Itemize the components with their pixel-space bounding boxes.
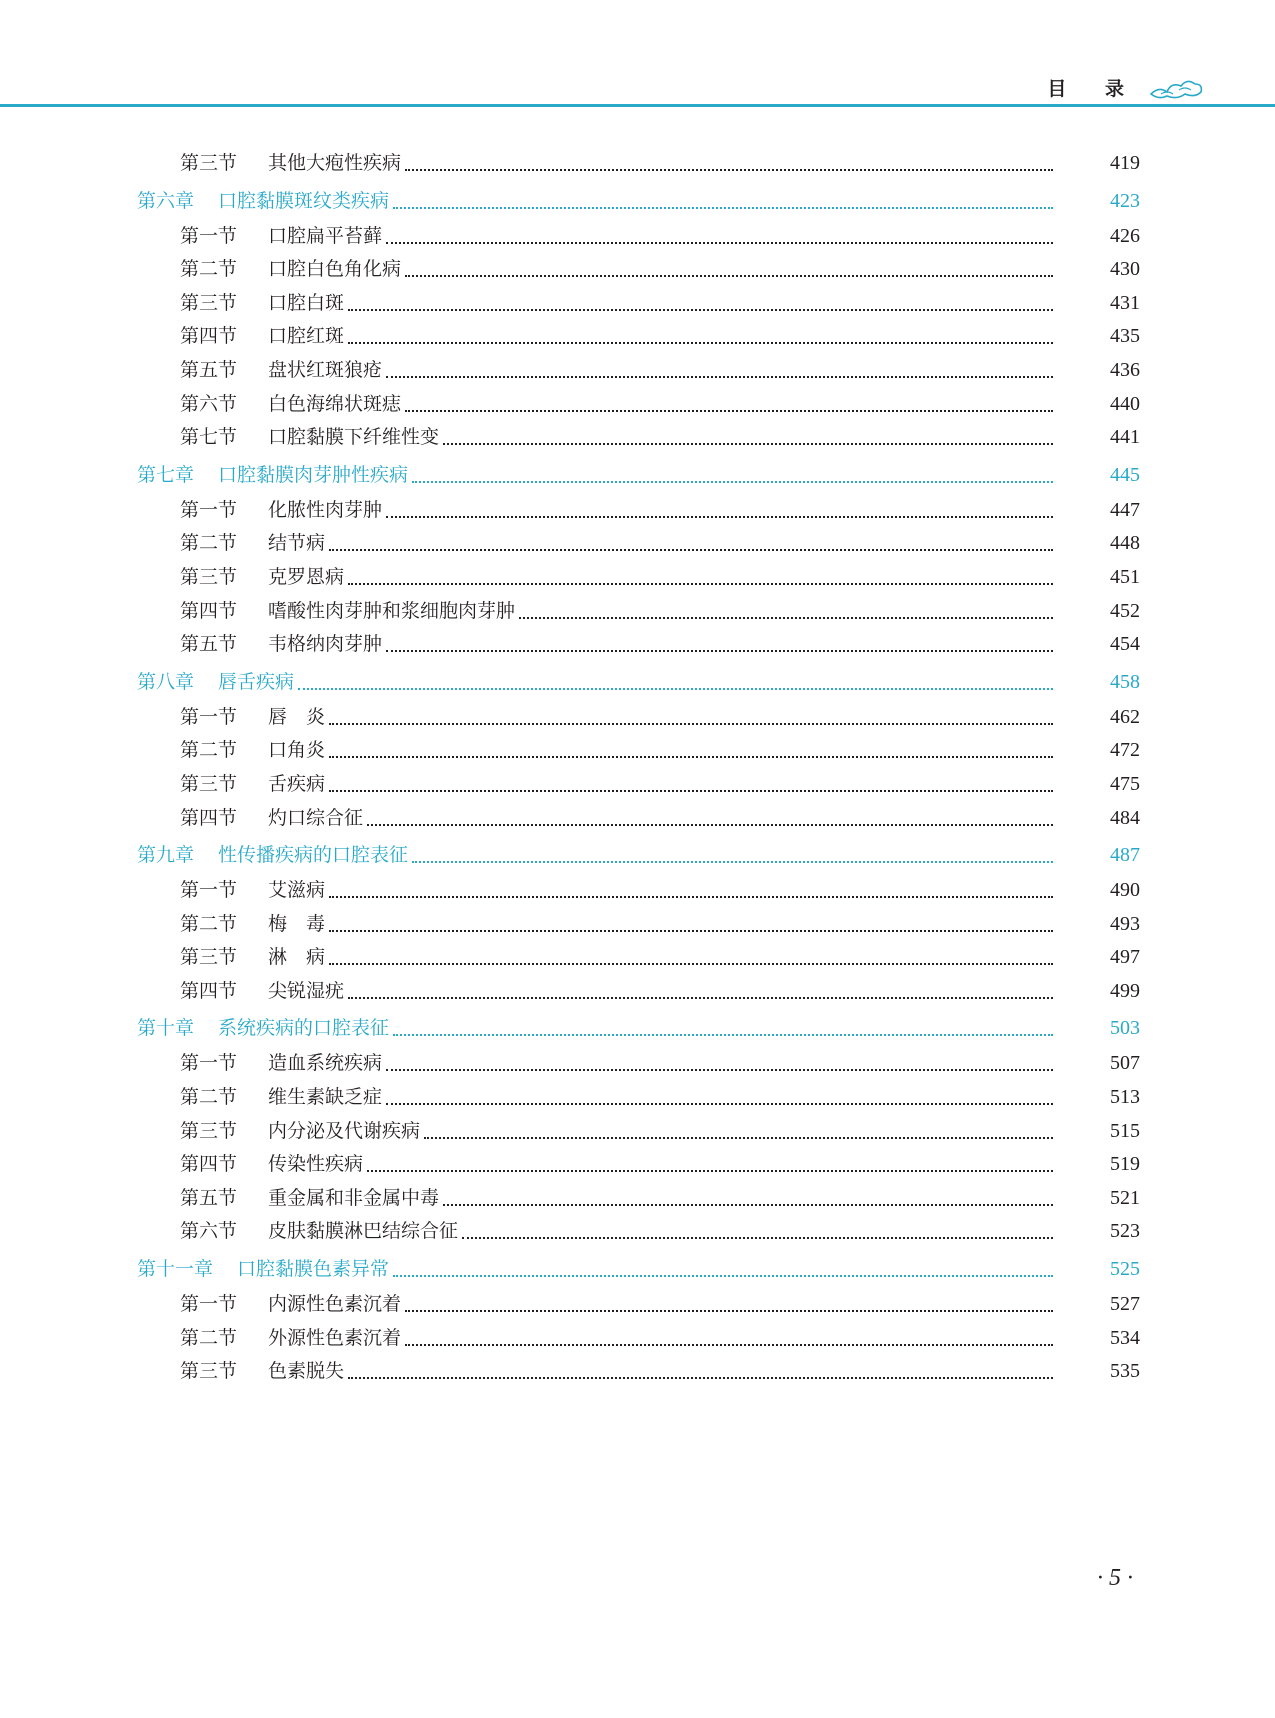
dot-leader	[367, 1144, 1053, 1172]
dot-leader	[386, 624, 1053, 652]
dot-leader	[393, 1008, 1053, 1036]
toc-page-number: 535	[1110, 1360, 1140, 1383]
header-title: 目 录	[1047, 78, 1140, 100]
toc-page-number: 534	[1110, 1326, 1140, 1349]
toc-entry-label	[137, 1015, 389, 1041]
toc-entry-number: 第三节	[180, 291, 238, 314]
toc-entry-title: 口腔白斑	[268, 291, 345, 314]
toc-page-number: 515	[1110, 1119, 1140, 1142]
toc-entry-label	[180, 978, 344, 1004]
dot-leader	[348, 283, 1053, 311]
dot-leader	[519, 591, 1053, 619]
dot-leader	[443, 417, 1053, 445]
dot-leader	[412, 455, 1053, 483]
toc-entry-title: 唇舌疾病	[218, 670, 295, 693]
toc-page-number: 436	[1110, 358, 1140, 381]
toc-entry-number: 第七章	[137, 463, 195, 486]
dot-leader	[386, 1043, 1053, 1071]
page-header	[0, 0, 1275, 108]
toc-entry-number: 第二节	[180, 912, 238, 935]
toc-entry-title: 口角炎	[268, 739, 326, 762]
toc-entry-number: 第八章	[137, 670, 195, 693]
page-number: · 5 ·	[1097, 1565, 1133, 1591]
toc-page-number: 447	[1110, 498, 1140, 521]
toc-entry-title: 嗜酸性肉芽肿和浆细胞肉芽肿	[268, 599, 516, 622]
dot-leader	[329, 937, 1053, 965]
toc-page-number: 513	[1110, 1086, 1140, 1109]
toc-entry-number: 第三节	[180, 772, 238, 795]
dot-leader	[348, 316, 1053, 344]
toc-page-number: 493	[1110, 912, 1140, 935]
dot-leader	[329, 870, 1053, 898]
toc-entry-label	[180, 530, 325, 556]
toc-entry-title: 灼口综合征	[268, 806, 364, 829]
toc-entry-title: 口腔黏膜斑纹类疾病	[218, 189, 390, 212]
toc-entry-title: 内源性色素沉着	[268, 1293, 402, 1316]
toc-entry-number: 第三节	[180, 946, 238, 969]
toc-entry-label	[137, 188, 389, 214]
toc-entry-title: 内分泌及代谢疾病	[268, 1119, 421, 1142]
toc-entry-number: 第六节	[180, 1220, 238, 1243]
toc-entry-title: 唇 炎	[268, 705, 326, 728]
toc-entry-title: 造血系统疾病	[268, 1052, 383, 1075]
toc-entry-title: 舌疾病	[268, 772, 326, 795]
dot-leader	[405, 384, 1053, 412]
toc-entry-number: 第十章	[137, 1017, 195, 1040]
toc-entry-label	[180, 805, 363, 831]
toc-entry-label	[180, 944, 325, 970]
toc-page-number: 521	[1110, 1186, 1140, 1209]
toc-entry-title: 维生素缺乏症	[268, 1086, 383, 1109]
toc-entry-title: 口腔黏膜肉芽肿性疾病	[218, 463, 409, 486]
toc-entry-label	[180, 631, 382, 657]
dot-leader	[393, 1249, 1053, 1277]
dot-leader	[367, 798, 1053, 826]
toc-entry-number: 第二节	[180, 1326, 238, 1349]
dot-leader	[329, 764, 1053, 792]
toc-entry-label	[180, 1291, 401, 1317]
toc-entry-label	[180, 771, 325, 797]
toc-entry-number: 第三节	[180, 152, 238, 174]
toc-page-number: 435	[1110, 325, 1140, 348]
toc-page-number: 423	[1110, 189, 1140, 212]
toc-entry-title: 口腔扁平苔藓	[268, 224, 383, 247]
toc-page-number: 454	[1110, 633, 1140, 656]
toc-entry-title: 白色海绵状斑痣	[268, 392, 402, 415]
toc-entry-title: 色素脱失	[268, 1360, 345, 1383]
toc-entry-title: 性传播疾病的口腔表征	[218, 844, 409, 867]
toc-entry-title: 韦格纳肉芽肿	[268, 633, 383, 656]
toc-section-row[interactable]	[0, 978, 1275, 1012]
toc-entry-label	[180, 877, 325, 903]
toc-entry-title: 尖锐湿疣	[268, 979, 345, 1002]
toc-entry-title: 盘状红斑狼疮	[268, 358, 383, 381]
dot-leader	[329, 697, 1053, 725]
toc-page-number: 519	[1110, 1153, 1140, 1176]
toc-entry-title: 梅 毒	[268, 912, 326, 935]
toc-page-number: 462	[1110, 705, 1140, 728]
dot-leader	[298, 662, 1053, 690]
toc-entry-label	[180, 256, 401, 282]
dot-leader	[405, 1284, 1053, 1312]
toc-entry-number: 第四节	[180, 599, 238, 622]
toc-page-number: 426	[1110, 224, 1140, 247]
toc-section-row[interactable]	[0, 631, 1275, 665]
toc-section-row[interactable]	[0, 1358, 1275, 1392]
toc-entry-title: 结节病	[268, 532, 326, 555]
header-rule	[0, 104, 1275, 107]
toc-page-number: 441	[1110, 426, 1140, 449]
toc-entry-number: 第三节	[180, 565, 238, 588]
toc-entry-title: 口腔黏膜下纤维性变	[268, 426, 440, 449]
toc-page-number: 507	[1110, 1052, 1140, 1075]
toc-entry-number: 第五节	[180, 633, 238, 656]
dot-leader	[386, 216, 1053, 244]
toc-page-number: 527	[1110, 1293, 1140, 1316]
toc-entry-label	[180, 391, 401, 417]
dot-leader	[329, 523, 1053, 551]
toc-entry-title: 重金属和非金属中毒	[268, 1186, 440, 1209]
dot-leader	[329, 904, 1053, 932]
toc-entry-label	[180, 497, 382, 523]
toc-section-row[interactable]	[0, 150, 1275, 184]
toc-entry-label	[180, 1218, 458, 1244]
toc-page-number: 490	[1110, 879, 1140, 902]
toc-page-number: 431	[1110, 291, 1140, 314]
toc-entry-title: 皮肤黏膜淋巴结综合征	[268, 1220, 459, 1243]
toc-entry-label	[180, 1151, 363, 1177]
toc-entry-title: 艾滋病	[268, 879, 326, 902]
dot-leader	[386, 350, 1053, 378]
toc-entry-number: 第九章	[137, 844, 195, 867]
dot-leader	[348, 557, 1053, 585]
dot-leader	[393, 181, 1053, 209]
toc-entry-number: 第七节	[180, 426, 238, 449]
dot-leader	[443, 1178, 1053, 1206]
dot-leader	[405, 143, 1053, 171]
toc-entry-label	[180, 357, 382, 383]
toc-entry-label	[180, 1084, 382, 1110]
dot-leader	[424, 1111, 1053, 1139]
toc-entry-number: 第三节	[180, 1119, 238, 1142]
table-of-contents	[0, 150, 1275, 1392]
toc-page-number: 458	[1110, 670, 1140, 693]
toc-entry-title: 化脓性肉芽肿	[268, 498, 383, 521]
toc-page-number: 503	[1110, 1017, 1140, 1040]
toc-entry-label	[137, 462, 408, 488]
toc-entry-title: 克罗恩病	[268, 565, 345, 588]
toc-page-number: 525	[1110, 1258, 1140, 1281]
toc-entry-label	[180, 323, 344, 349]
toc-entry-label	[180, 1325, 401, 1351]
toc-entry-number: 第四节	[180, 1153, 238, 1176]
cloud-ornament-icon	[1149, 72, 1203, 100]
dot-leader	[462, 1211, 1053, 1239]
toc-entry-title: 系统疾病的口腔表征	[218, 1017, 390, 1040]
toc-entry-label	[180, 1118, 420, 1144]
toc-entry-number: 第二节	[180, 532, 238, 555]
toc-entry-title: 口腔红斑	[268, 325, 345, 348]
toc-page-number: 440	[1110, 392, 1140, 415]
toc-page-number: 487	[1110, 844, 1140, 867]
dot-leader	[329, 730, 1053, 758]
toc-entry-number: 第四节	[180, 979, 238, 1002]
toc-entry-label	[180, 737, 325, 763]
toc-page-number: 448	[1110, 532, 1140, 555]
toc-entry-label	[180, 1358, 344, 1384]
dot-leader	[405, 249, 1053, 277]
toc-page-number: 472	[1110, 739, 1140, 762]
toc-entry-label	[180, 911, 325, 937]
toc-entry-label	[137, 842, 408, 868]
toc-entry-label	[180, 598, 515, 624]
toc-entry-number: 第五节	[180, 1186, 238, 1209]
toc-entry-number: 第五节	[180, 358, 238, 381]
dot-leader	[348, 971, 1053, 999]
toc-section-row[interactable]	[0, 424, 1275, 458]
toc-entry-label	[180, 150, 401, 176]
toc-entry-number: 第六节	[180, 392, 238, 415]
toc-page-number: 475	[1110, 772, 1140, 795]
toc-entry-title: 外源性色素沉着	[268, 1326, 402, 1349]
toc-page-number: 451	[1110, 565, 1140, 588]
toc-page-number: 445	[1110, 463, 1140, 486]
dot-leader	[386, 490, 1053, 518]
toc-entry-number: 第一节	[180, 1293, 238, 1316]
dot-leader	[412, 835, 1053, 863]
toc-entry-title: 口腔黏膜色素异常	[237, 1258, 390, 1281]
toc-entry-label	[180, 1185, 439, 1211]
toc-entry-number: 第一节	[180, 879, 238, 902]
toc-entry-number: 第一节	[180, 224, 238, 247]
toc-page-number: 523	[1110, 1220, 1140, 1243]
toc-section-row[interactable]	[0, 1218, 1275, 1252]
toc-entry-title: 其他大疱性疾病	[268, 152, 402, 174]
toc-section-row[interactable]	[0, 805, 1275, 839]
toc-entry-title: 传染性疾病	[268, 1153, 364, 1176]
toc-page-number: 497	[1110, 946, 1140, 969]
toc-entry-label	[180, 1050, 382, 1076]
toc-entry-title: 淋 病	[268, 946, 326, 969]
toc-entry-number: 第六章	[137, 189, 195, 212]
toc-entry-label	[137, 669, 294, 695]
toc-page-number: 484	[1110, 806, 1140, 829]
dot-leader	[348, 1351, 1053, 1379]
toc-entry-label	[180, 704, 325, 730]
toc-entry-label	[180, 564, 344, 590]
dot-leader	[386, 1077, 1053, 1105]
toc-entry-number: 第二节	[180, 258, 238, 281]
toc-entry-number: 第四节	[180, 806, 238, 829]
toc-entry-number: 第三节	[180, 1360, 238, 1383]
toc-entry-label	[180, 424, 439, 450]
toc-page-number: 430	[1110, 258, 1140, 281]
toc-entry-number: 第一节	[180, 1052, 238, 1075]
dot-leader	[405, 1318, 1053, 1346]
toc-entry-number: 第一节	[180, 705, 238, 728]
toc-page-number: 452	[1110, 599, 1140, 622]
toc-entry-title: 口腔白色角化病	[268, 258, 402, 281]
toc-page-number: 419	[1110, 152, 1140, 174]
toc-entry-label	[137, 1256, 389, 1282]
toc-entry-number: 第二节	[180, 739, 238, 762]
toc-entry-label	[180, 223, 382, 249]
toc-entry-label	[180, 290, 344, 316]
toc-entry-number: 第一节	[180, 498, 238, 521]
toc-entry-number: 第二节	[180, 1086, 238, 1109]
toc-entry-number: 第四节	[180, 325, 238, 348]
toc-entry-number: 第十一章	[137, 1258, 214, 1281]
toc-page-number: 499	[1110, 979, 1140, 1002]
